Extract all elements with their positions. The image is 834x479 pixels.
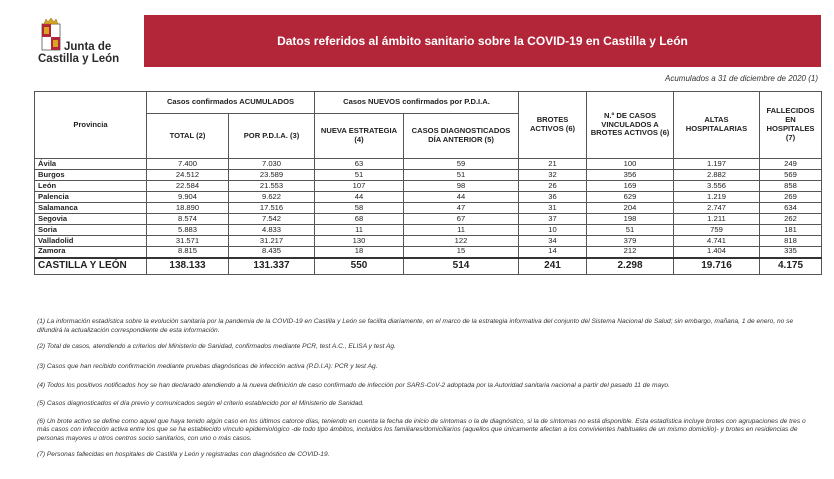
province-name-cell: Palencia (35, 192, 147, 203)
value-cell: 44 (315, 192, 404, 203)
footnote: (4) Todos los positivos notificados hoy se han declarado atendiendo a la nueva definición de caso confirmado de infección por SARS-CoV-2 adoptada por la Autoridad sanitaria nacional a partir del pasado 11 de mayo. (37, 382, 670, 390)
province-name-cell: Ávila (35, 159, 147, 170)
footnote: (2) Total de casos, atendiendo a criterios del Ministerio de Sanidad, confirmados mediante PCR, test A.C., ELISA y test Ag. (37, 343, 396, 351)
value-cell: 10 (519, 225, 587, 236)
value-cell: 1.211 (674, 214, 760, 225)
value-cell: 98 (404, 181, 519, 192)
value-cell: 204 (587, 203, 674, 214)
value-cell: 122 (404, 236, 519, 247)
value-cell: 629 (587, 192, 674, 203)
province-name-cell: Soria (35, 225, 147, 236)
value-cell: 7.030 (229, 159, 315, 170)
value-cell: 21.553 (229, 181, 315, 192)
value-cell: 1.404 (674, 247, 760, 258)
col-total: TOTAL (2) (147, 114, 229, 159)
value-cell: 24.512 (147, 170, 229, 181)
value-cell: 130 (315, 236, 404, 247)
value-cell: 31 (519, 203, 587, 214)
value-cell: 18.890 (147, 203, 229, 214)
total-cell: 138.133 (147, 258, 229, 275)
value-cell: 36 (519, 192, 587, 203)
value-cell: 18 (315, 247, 404, 258)
value-cell: 8.815 (147, 247, 229, 258)
total-cell: 19.716 (674, 258, 760, 275)
value-cell: 11 (404, 225, 519, 236)
value-cell: 63 (315, 159, 404, 170)
value-cell: 22.584 (147, 181, 229, 192)
accumulated-date-note: Acumulados a 31 de diciembre de 2020 (1) (665, 74, 818, 83)
col-nueva-estrategia: NUEVA ESTRATEGIA (4) (315, 114, 404, 159)
value-cell: 17.516 (229, 203, 315, 214)
value-cell: 569 (760, 170, 822, 181)
value-cell: 14 (519, 247, 587, 258)
value-cell: 68 (315, 214, 404, 225)
col-brotes: BROTES ACTIVOS (6) (519, 92, 587, 159)
footnotes (37, 318, 817, 460)
total-cell: CASTILLA Y LEÓN (35, 258, 147, 275)
value-cell: 31.217 (229, 236, 315, 247)
table-row (35, 159, 822, 170)
value-cell: 51 (315, 170, 404, 181)
total-cell: 241 (519, 258, 587, 275)
value-cell: 181 (760, 225, 822, 236)
logo-text-line1: Junta de (64, 41, 112, 53)
table-row (35, 247, 822, 258)
coat-of-arms-icon (40, 18, 62, 52)
value-cell: 47 (404, 203, 519, 214)
col-diag-anterior: CASOS DIAGNOSTICADOS DÍA ANTERIOR (5) (404, 114, 519, 159)
value-cell: 335 (760, 247, 822, 258)
total-cell: 550 (315, 258, 404, 275)
value-cell: 5.883 (147, 225, 229, 236)
value-cell: 100 (587, 159, 674, 170)
title-banner (144, 15, 821, 67)
table-row (35, 225, 822, 236)
value-cell: 1.219 (674, 192, 760, 203)
value-cell: 4.741 (674, 236, 760, 247)
value-cell: 1.197 (674, 159, 760, 170)
value-cell: 8.574 (147, 214, 229, 225)
value-cell: 34 (519, 236, 587, 247)
value-cell: 59 (404, 159, 519, 170)
value-cell: 634 (760, 203, 822, 214)
province-name-cell: Segovia (35, 214, 147, 225)
group-header-acumulados: Casos confirmados ACUMULADOS (147, 92, 315, 114)
province-name-cell: Salamanca (35, 203, 147, 214)
total-cell: 131.337 (229, 258, 315, 275)
total-row (35, 258, 822, 275)
value-cell: 269 (760, 192, 822, 203)
value-cell: 44 (404, 192, 519, 203)
col-fallecidos: FALLECIDOS EN HOSPITALES (7) (760, 92, 822, 159)
table-row (35, 192, 822, 203)
table-row (35, 170, 822, 181)
value-cell: 11 (315, 225, 404, 236)
table-row (35, 236, 822, 247)
total-cell: 2.298 (587, 258, 674, 275)
value-cell: 858 (760, 181, 822, 192)
value-cell: 379 (587, 236, 674, 247)
province-name-cell: Burgos (35, 170, 147, 181)
province-name-cell: Zamora (35, 247, 147, 258)
table-row (35, 214, 822, 225)
value-cell: 21 (519, 159, 587, 170)
banner-title: Datos referidos al ámbito sanitario sobre la COVID-19 en Castilla y León (277, 34, 688, 48)
value-cell: 2.747 (674, 203, 760, 214)
value-cell: 759 (674, 225, 760, 236)
value-cell: 67 (404, 214, 519, 225)
footnote: (6) Un brote activo se define como aquel que haya tenido algún caso en los últimos catorce días, teniendo en cuenta la fecha de inicio de síntomas o la de diagnóstico, si la de síntomas no está disponible. Esta estadística incluye brotes con agrupaciones de tres o más casos con infección activa entre los que se ha establecido vínculo epidemiológico -de todo tipo ámbitos, incluidos los familiares/domiciliarios (aquellos que únicamente afectan a los convivientes habituales de un mismo domicilio)- y brotes en residencias de personas mayores u otros centros socio sanitarios, con uno o más casos. (37, 417, 806, 442)
value-cell: 818 (760, 236, 822, 247)
province-name-cell: León (35, 181, 147, 192)
value-cell: 15 (404, 247, 519, 258)
value-cell: 169 (587, 181, 674, 192)
value-cell: 8.435 (229, 247, 315, 258)
total-cell: 4.175 (760, 258, 822, 275)
covid-data-table (34, 91, 822, 275)
value-cell: 51 (587, 225, 674, 236)
col-pdia: POR P.D.I.A. (3) (229, 114, 315, 159)
value-cell: 26 (519, 181, 587, 192)
col-provincia: Provincia (35, 92, 147, 159)
footnote: (7) Personas fallecidas en hospitales de Castilla y León y registradas con diagnóstico de COVID-19. (37, 451, 330, 459)
value-cell: 356 (587, 170, 674, 181)
value-cell: 262 (760, 214, 822, 225)
table-row (35, 203, 822, 214)
province-name-cell: Valladolid (35, 236, 147, 247)
value-cell: 2.882 (674, 170, 760, 181)
group-header-nuevos: Casos NUEVOS confirmados por P.D.I.A. (315, 92, 519, 114)
value-cell: 212 (587, 247, 674, 258)
col-vinculados: N.º DE CASOS VINCULADOS A BROTES ACTIVOS (6) (587, 92, 674, 159)
footnote: (1) La información estadística sobre la evolución sanitaria por la pandemia de la COVID-19 en Castilla y León se facilita diariamente, en el marco de la estrategia informativa del conjunto del Sistema Nacional de Salud; sin embargo, mañana, 1 de enero, no se difundirá la actualización correspondiente de esta información. (37, 318, 794, 334)
footnote: (3) Casos que han recibido confirmación mediante pruebas diagnósticas de infección activa (P.D.I.A): PCR y test Ag. (37, 362, 378, 370)
value-cell: 51 (404, 170, 519, 181)
value-cell: 23.589 (229, 170, 315, 181)
value-cell: 4.833 (229, 225, 315, 236)
value-cell: 9.904 (147, 192, 229, 203)
value-cell: 32 (519, 170, 587, 181)
col-altas: ALTAS HOSPITALARIAS (674, 92, 760, 159)
value-cell: 7.400 (147, 159, 229, 170)
value-cell: 9.622 (229, 192, 315, 203)
value-cell: 249 (760, 159, 822, 170)
value-cell: 7.542 (229, 214, 315, 225)
value-cell: 58 (315, 203, 404, 214)
junta-logo (36, 18, 146, 68)
value-cell: 31.571 (147, 236, 229, 247)
table-row (35, 181, 822, 192)
value-cell: 107 (315, 181, 404, 192)
total-cell: 514 (404, 258, 519, 275)
value-cell: 3.556 (674, 181, 760, 192)
value-cell: 198 (587, 214, 674, 225)
footnote: (5) Casos diagnosticados el día previo y comunicados según el criterio establecido por el Ministerio de Sanidad. (37, 399, 364, 407)
logo-text-line2: Castilla y León (38, 53, 120, 65)
value-cell: 37 (519, 214, 587, 225)
